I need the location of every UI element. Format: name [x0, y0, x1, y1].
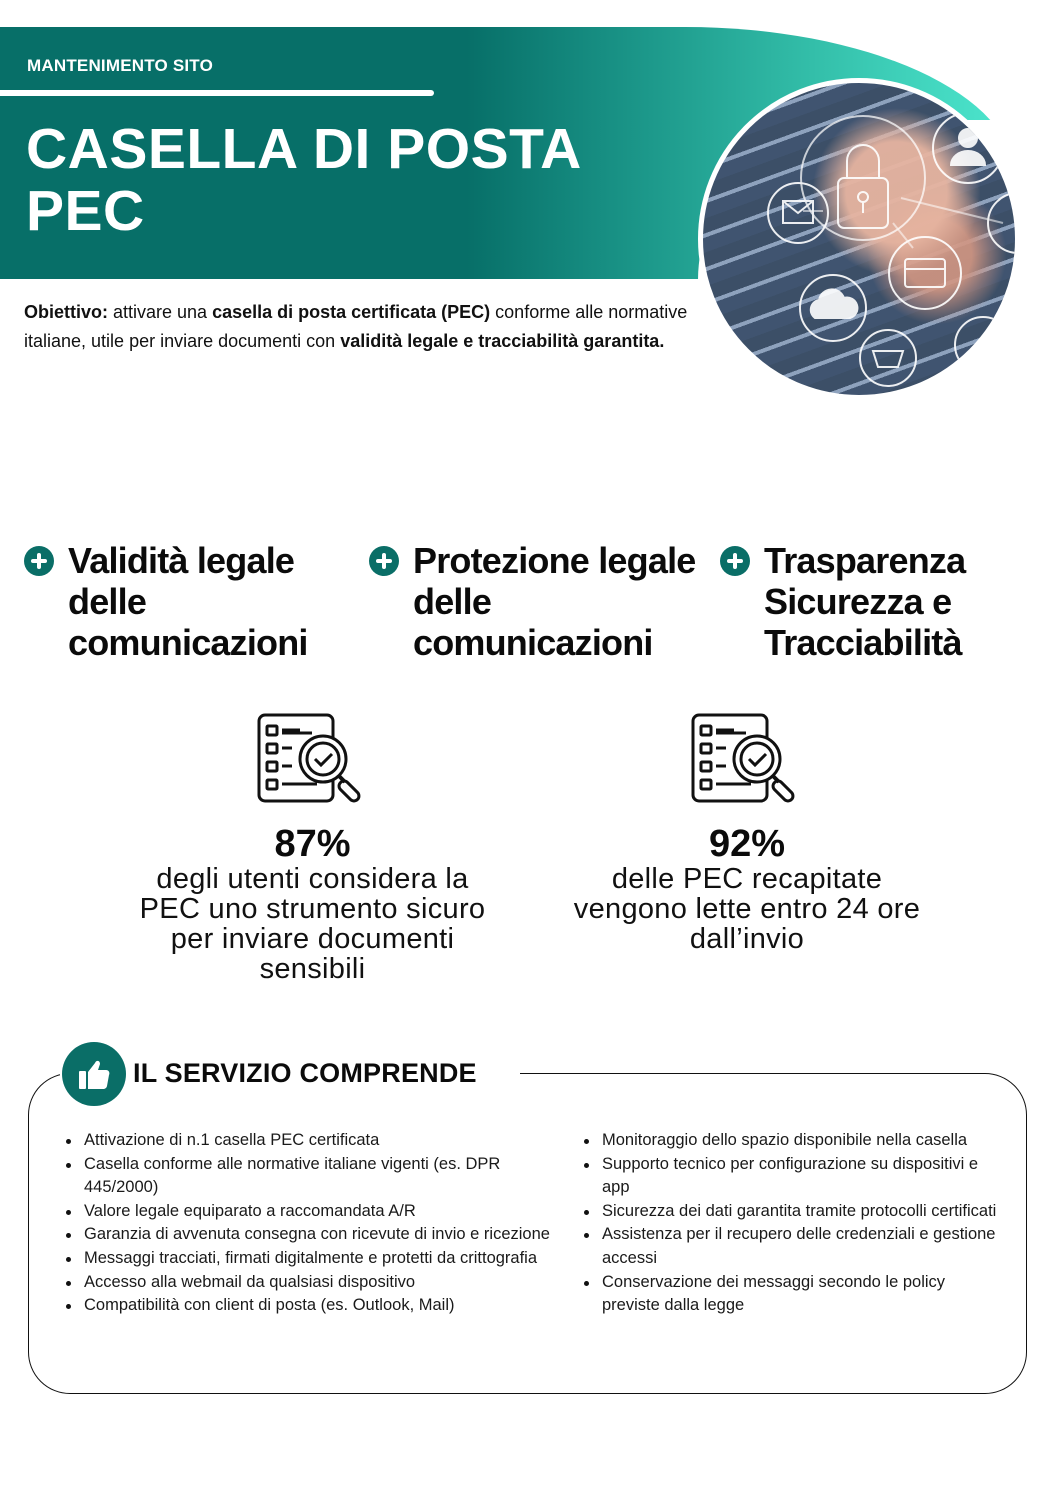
list-item: Casella conforme alle normative italiane vigenti (es. DPR 445/2000)	[62, 1153, 552, 1200]
stat-description: delle PEC recapitate vengono lette entro 24 ore dall’invio	[573, 863, 921, 955]
objective-text: attivare una	[108, 302, 213, 322]
services-badge	[62, 1042, 126, 1106]
feature-transparency	[720, 540, 1010, 663]
page-title: CASELLA DI POSTA PEC	[26, 117, 580, 243]
list-item: Messaggi tracciati, firmati digitalmente e protetti da crittografia	[62, 1247, 552, 1271]
plus-circle-icon	[369, 546, 399, 576]
objective-highlight: validità legale e tracciabilità garantita.	[340, 330, 665, 351]
objective-text: conforme alle normative italiane, utile per inviare documenti con	[24, 302, 688, 351]
hero-photo	[698, 78, 1020, 400]
feature-title: Validità legale delle comunicazioni	[68, 540, 308, 663]
services-title: IL SERVIZIO COMPRENDE	[133, 1058, 477, 1088]
user-icon	[933, 113, 1003, 183]
list-item: Conservazione dei messaggi secondo le policy previste dalla legge	[580, 1271, 1000, 1318]
header-divider	[0, 90, 434, 96]
stat-card-users	[135, 712, 490, 984]
header-kicker: MANTENIMENTO SITO	[27, 56, 214, 75]
stat-value: 92%	[708, 823, 786, 865]
cart-icon	[860, 330, 916, 386]
objective-label: Obiettivo:	[24, 302, 108, 322]
feature-legal-validity	[24, 540, 354, 663]
services-list-left	[62, 1129, 552, 1318]
list-item: Supporto tecnico per configurazione su dispositivi e app	[580, 1153, 1000, 1200]
services-list-right	[580, 1129, 1000, 1318]
stat-card-read-rate	[562, 712, 932, 954]
plane-icon	[955, 317, 1011, 373]
list-item: Valore legale equiparato a raccomandata A/R	[62, 1200, 552, 1224]
list-item: Garanzia di avvenuta consegna con ricevute di invio e ricezione	[62, 1223, 552, 1247]
list-item: Attivazione di n.1 casella PEC certificata	[62, 1129, 552, 1153]
checklist-magnifier-icon	[689, 712, 805, 806]
credit-card-icon	[889, 237, 961, 309]
list-item: Monitoraggio dello spazio disponibile nella casella	[580, 1129, 1000, 1153]
envelope-icon	[768, 183, 828, 243]
objective-highlight: casella di posta certificata (PEC)	[212, 302, 491, 322]
lock-icon	[801, 116, 925, 240]
thumbs-up-icon	[77, 1057, 111, 1091]
list-item: Accesso alla webmail da qualsiasi dispositivo	[62, 1271, 552, 1295]
stat-value: 87%	[274, 823, 351, 865]
plus-circle-icon	[24, 546, 54, 576]
list-item: Sicurezza dei dati garantita tramite protocolli certificati	[580, 1200, 1000, 1224]
feature-title: Trasparenza Sicurezza e Tracciabilità	[764, 540, 966, 663]
checklist-magnifier-icon	[255, 712, 371, 806]
plus-circle-icon	[720, 546, 750, 576]
objective-paragraph	[24, 298, 714, 355]
list-item: Compatibilità con client di posta (es. Outlook, Mail)	[62, 1294, 552, 1318]
stat-description: degli utenti considera la PEC uno strumento sicuro per inviare documenti sensibili	[139, 863, 486, 985]
document-icon	[988, 193, 1020, 253]
feature-title: Protezione legale delle comunicazioni	[413, 540, 696, 663]
feature-legal-protection	[369, 540, 699, 663]
list-item: Assistenza per il recupero delle credenziali e gestione accessi	[580, 1223, 1000, 1270]
cloud-icon	[800, 275, 866, 341]
